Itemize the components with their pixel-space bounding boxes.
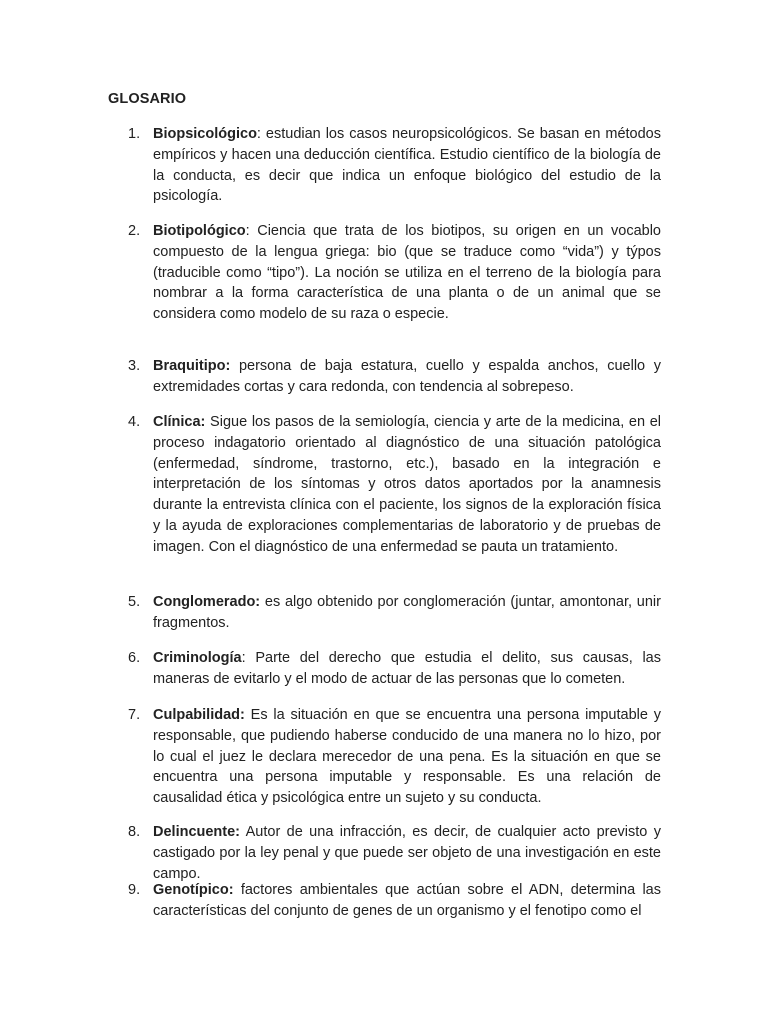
entry-term: Criminología — [153, 650, 242, 666]
entry-term: Clínica: — [153, 414, 206, 430]
glossary-entry — [128, 822, 661, 884]
entry-term: Biopsicológico — [153, 126, 257, 142]
entry-body — [153, 592, 661, 634]
entry-definition: Autor de una infracción, es decir, de cualquier acto previsto y castigado por la ley penal y que puede ser objeto de una investigación en este campo. — [153, 824, 661, 882]
entry-number: 2. — [128, 223, 141, 239]
entry-term: Braquitipo: — [153, 358, 231, 374]
glossary-entry — [128, 356, 661, 398]
glossary-entry — [128, 221, 661, 325]
entry-number: 5. — [128, 594, 141, 610]
glossary-entry — [128, 592, 661, 634]
entry-body — [153, 705, 661, 809]
entry-term: Genotípico: — [153, 882, 234, 898]
entry-number: 1. — [128, 126, 141, 142]
entry-body — [153, 648, 661, 690]
entry-number: 7. — [128, 707, 141, 723]
entry-definition: es algo obtenido por conglomeración (juntar, amontonar, unir fragmentos. — [153, 594, 661, 631]
entry-term: Biotipológico — [153, 223, 246, 239]
entry-separator: : — [241, 650, 246, 666]
entry-body — [153, 221, 661, 325]
glossary-entry — [128, 880, 661, 922]
entry-body — [153, 124, 661, 207]
entry-definition: Sigue los pasos de la semiología, ciencia y arte de la medicina, en el proceso indagatorio orientado al diagnóstico de una situación patológica (enfermedad, síndrome, trastorno, etc.), basado en la integración e interpretación de los síntomas y otros datos aportados por la anamnesis durante la entrevista clínica con el paciente, los signos de la exploración física y la ayuda de exploraciones complementarias de laboratorio y de pruebas de imagen. Con el diagnóstico de una enfermedad se pauta un tratamiento. — [153, 414, 661, 555]
entry-number: 9. — [128, 882, 141, 898]
glossary-entry — [128, 705, 661, 809]
entry-body — [153, 880, 661, 922]
entry-body — [153, 822, 661, 884]
entry-body — [153, 412, 661, 558]
entry-definition: factores ambientales que actúan sobre el ADN, determina las características del conjunto de genes de un organismo y el fenotipo como el — [153, 882, 661, 919]
entry-number: 4. — [128, 414, 141, 430]
glossary-entry — [128, 648, 661, 690]
glossary-entry — [128, 124, 661, 207]
entry-term: Culpabilidad: — [153, 707, 245, 723]
entry-body — [153, 356, 661, 398]
entry-separator: : — [256, 126, 261, 142]
entry-definition: Parte del derecho que estudia el delito, sus causas, las maneras de evitarlo y el modo de actuar de las personas que lo cometen. — [153, 650, 661, 687]
entry-definition: estudian los casos neuropsicológicos. Se basan en métodos empíricos y hacen una deducción científica. Estudio científico de la biología de la conducta, es decir que indica un enfoque biológico del estudio de la psicología. — [153, 126, 661, 205]
entry-number: 6. — [128, 650, 141, 666]
entry-definition: Ciencia que trata de los biotipos, su origen en un vocablo compuesto de la lengua griega: bio (que se traduce como “vida”) y týpos (traducible como “tipo”). La noción se utiliza en el terreno de la biología para nombrar a la forma característica de una planta o de un animal que se considera como modelo de su raza o especie. — [153, 223, 661, 323]
glossary-entry — [128, 412, 661, 558]
entry-definition: persona de baja estatura, cuello y espalda anchos, cuello y extremidades cortas y cara redonda, con tendencia al sobrepeso. — [153, 358, 661, 395]
entry-separator: : — [245, 223, 250, 239]
entry-number: 8. — [128, 824, 141, 840]
entry-definition: Es la situación en que se encuentra una persona imputable y responsable, que pudiendo haberse conducido de una manera no lo hizo, por lo cual el juez le declara merecedor de una pena. Es la situación en que se encuentra una persona imputable y responsable. Es una relación de causalidad ética y psicológica entre un sujeto y su conducta. — [153, 707, 661, 807]
entry-term: Delincuente: — [153, 824, 241, 840]
entry-number: 3. — [128, 358, 141, 374]
entry-term: Conglomerado: — [153, 594, 261, 610]
document-heading: GLOSARIO — [108, 91, 187, 107]
